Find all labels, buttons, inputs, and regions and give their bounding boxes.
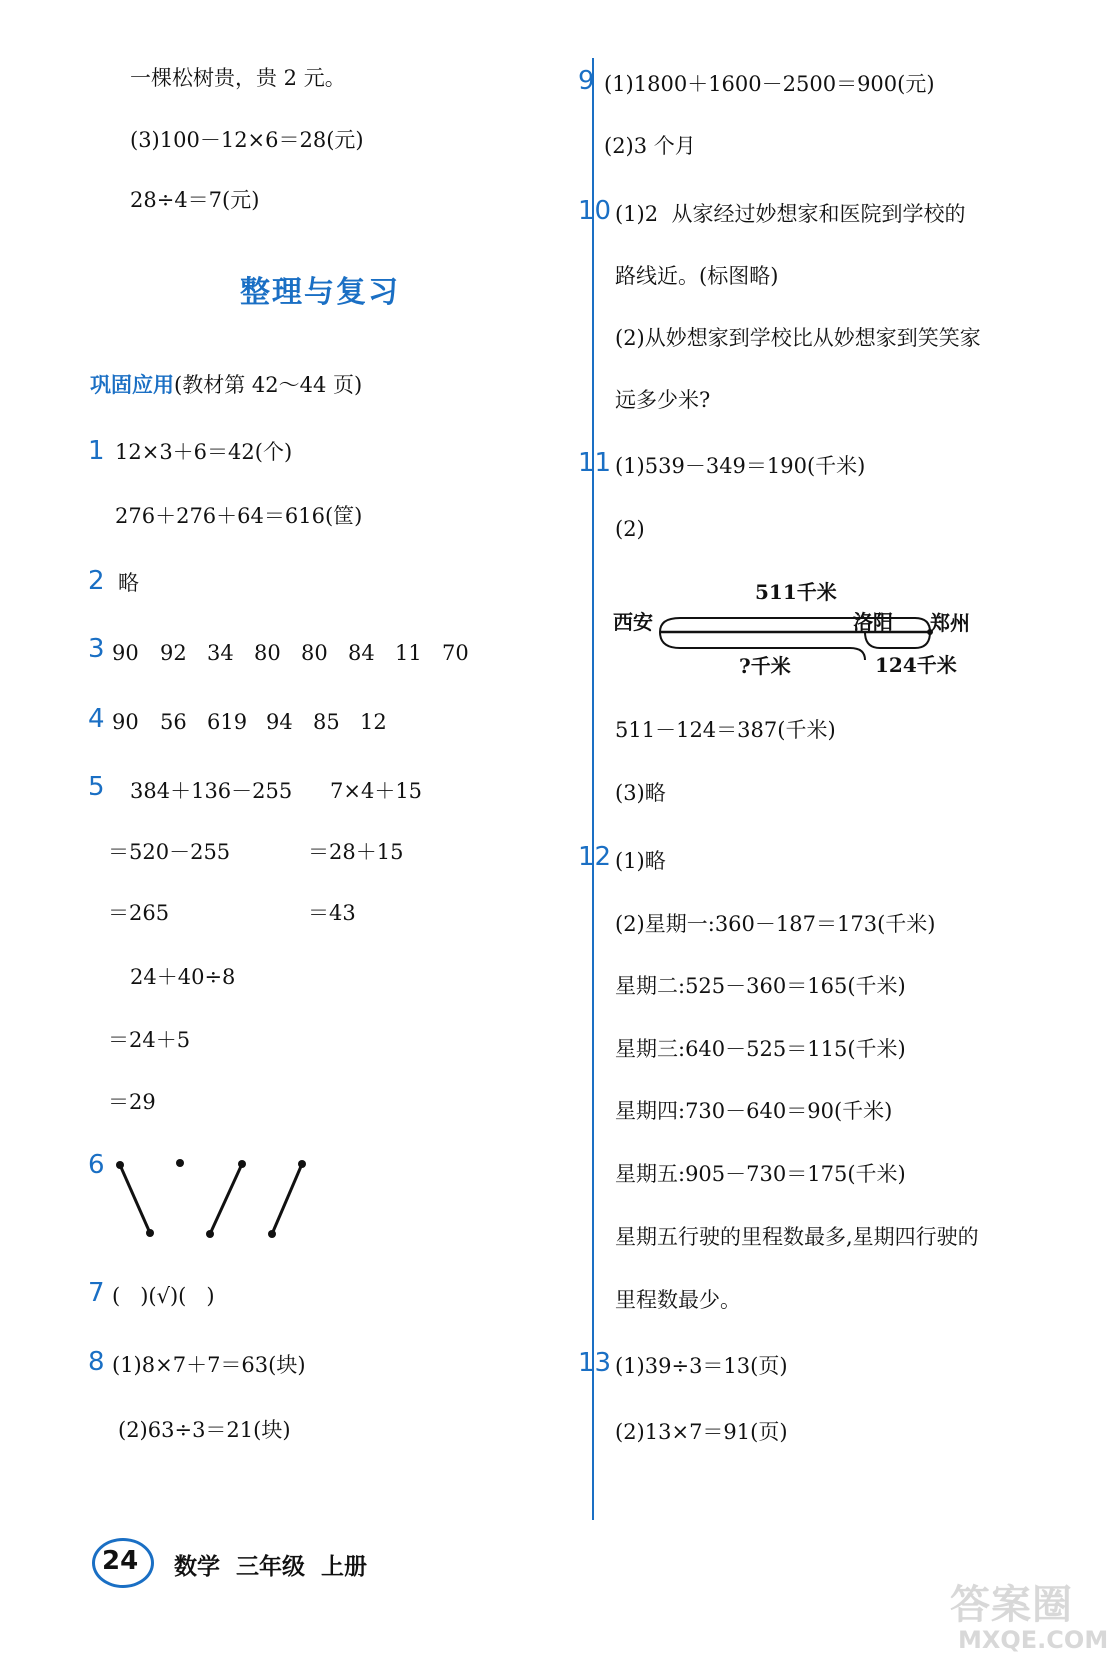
answer-line: (2)星期一:360－187＝173(千米) bbox=[615, 912, 936, 936]
match-line bbox=[206, 1160, 246, 1238]
answer-value: 56 bbox=[160, 710, 187, 734]
question-number: 13 bbox=[578, 1348, 612, 1378]
answer-line: (2)从妙想家到学校比从妙想家到笑笑家 bbox=[615, 326, 981, 350]
answer-line: 星期五:905－730＝175(千米) bbox=[615, 1162, 906, 1186]
answer-line: (1)2 从家经过妙想家和医院到学校的 bbox=[615, 202, 966, 226]
answer-line: (1)539－349＝190(千米) bbox=[615, 454, 866, 478]
answer-value: 80 bbox=[254, 641, 281, 665]
question-number: 7 bbox=[88, 1278, 105, 1308]
answer-line: (1)略 bbox=[615, 849, 666, 873]
total-distance-label: 511千米 bbox=[755, 580, 837, 604]
question-number: 12 bbox=[578, 842, 612, 872]
answer-line: 276＋276＋64＝616(筐) bbox=[115, 504, 363, 528]
answer-line: 星期二:525－360＝165(千米) bbox=[615, 974, 906, 998]
answer-line: (2)3 个月 bbox=[604, 134, 696, 158]
answer-line: 星期三:640－525＝115(千米) bbox=[615, 1037, 906, 1061]
brace-drawing bbox=[640, 610, 980, 690]
question-number: 3 bbox=[88, 634, 105, 664]
answer-line: (2) bbox=[615, 517, 645, 541]
answer-line: (2)63÷3＝21(块) bbox=[118, 1418, 291, 1442]
answer-value: 12 bbox=[360, 710, 387, 734]
match-line bbox=[116, 1161, 154, 1237]
answer-line: 星期四:730－640＝90(千米) bbox=[615, 1099, 893, 1123]
city-label: 西安 bbox=[613, 610, 653, 634]
calc-step: ＝24＋5 bbox=[108, 1028, 191, 1052]
dot bbox=[176, 1159, 184, 1167]
calc-step: 24＋40÷8 bbox=[130, 965, 236, 989]
calc-step: ＝265 bbox=[108, 901, 170, 925]
calc-step: ＝28＋15 bbox=[308, 840, 404, 864]
subheading-label: 巩固应用 bbox=[90, 372, 174, 397]
match-line bbox=[268, 1160, 306, 1238]
answer-value: 90 bbox=[112, 710, 139, 734]
column-divider bbox=[592, 58, 594, 1520]
answer-line: 12×3＋6＝42(个) bbox=[115, 440, 293, 464]
answer-value: 34 bbox=[207, 641, 234, 665]
answer-value: 92 bbox=[160, 641, 187, 665]
section-heading: 整理与复习 bbox=[240, 275, 400, 310]
answer-value: 85 bbox=[313, 710, 340, 734]
question-number: 10 bbox=[578, 196, 612, 226]
answer-line: 路线近。(标图略) bbox=[615, 264, 779, 288]
calc-step: 384＋136－255 bbox=[130, 779, 293, 803]
answer-line: 一棵松树贵，贵 2 元。 bbox=[130, 66, 346, 90]
answer-line: 星期五行驶的里程数最多,星期四行驶的 bbox=[615, 1225, 979, 1249]
question-number: 2 bbox=[88, 566, 105, 596]
matching-lines-diagram bbox=[100, 1150, 330, 1250]
answer-value: 94 bbox=[266, 710, 293, 734]
answer-line: 里程数最少。 bbox=[615, 1288, 741, 1312]
question-number: 6 bbox=[88, 1150, 105, 1180]
watermark-logo: 答案圈 bbox=[950, 1582, 1073, 1628]
page-number: 24 bbox=[102, 1546, 139, 1576]
answer-line: (1)39÷3＝13(页) bbox=[615, 1354, 788, 1378]
answer-value: 90 bbox=[112, 641, 139, 665]
city-label: 洛阳 bbox=[853, 610, 893, 634]
section-subheading bbox=[90, 374, 362, 396]
calc-step: ＝43 bbox=[308, 901, 356, 925]
answer-line: 28÷4＝7(元) bbox=[130, 188, 260, 212]
subheading-pages: (教材第 42～44 页) bbox=[174, 373, 363, 397]
question-number: 1 bbox=[88, 436, 105, 466]
unknown-distance-label: ?千米 bbox=[739, 654, 791, 678]
book-title: 数学 三年级 上册 bbox=[174, 1554, 368, 1580]
answer-line: (3)略 bbox=[615, 781, 666, 805]
calc-step: 7×4＋15 bbox=[330, 779, 423, 803]
answer-line: (3)100－12×6＝28(元) bbox=[130, 128, 364, 152]
question-number: 11 bbox=[578, 448, 612, 478]
calc-step: ＝520－255 bbox=[108, 840, 231, 864]
answer-line: (2)13×7＝91(页) bbox=[615, 1420, 788, 1444]
calc-step: ＝29 bbox=[108, 1090, 156, 1114]
answer-line: ( )(√)( ) bbox=[112, 1284, 215, 1308]
answer-value: 80 bbox=[301, 641, 328, 665]
answer-value: 11 bbox=[395, 641, 422, 665]
answer-value: 619 bbox=[207, 710, 248, 734]
question-number: 8 bbox=[88, 1347, 105, 1377]
answer-line: 511－124＝387(千米) bbox=[615, 718, 836, 742]
answer-value: 84 bbox=[348, 641, 375, 665]
question-number: 5 bbox=[88, 772, 105, 802]
segment-distance-label: 124千米 bbox=[875, 653, 957, 677]
answer-line: 远多少米? bbox=[615, 388, 711, 412]
answer-line: (1)1800＋1600－2500＝900(元) bbox=[604, 72, 935, 96]
question-number: 4 bbox=[88, 704, 105, 734]
answer-value: 70 bbox=[442, 641, 469, 665]
answer-line: (1)8×7＋7＝63(块) bbox=[112, 1353, 306, 1377]
city-label: 郑州 bbox=[930, 611, 970, 635]
watermark-url: MXQE.COM bbox=[958, 1626, 1109, 1654]
question-number: 9 bbox=[578, 66, 595, 96]
answer-line: 略 bbox=[118, 571, 139, 595]
